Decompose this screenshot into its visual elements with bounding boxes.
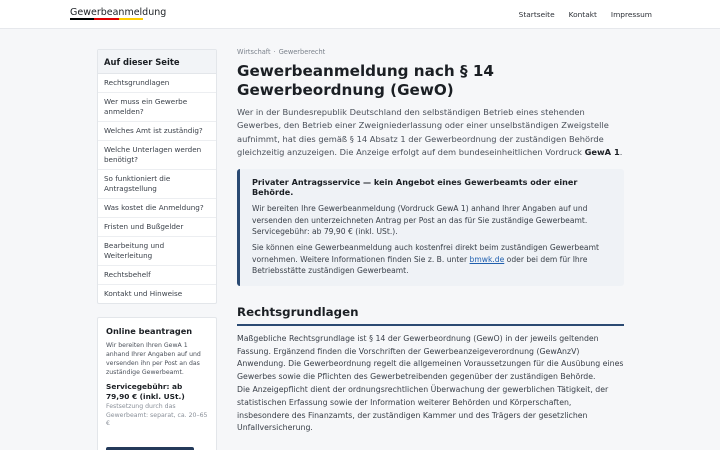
toc-item-fristen[interactable]: Fristen und Bußgelder xyxy=(98,218,216,237)
intro-text: Wer in der Bundesrepublik Deutschland den selbständigen Betrieb eines stehenden Gewerbes, den Betrieb einer Zweigniederlassung oder einer unselbständigen Zweigstelle aufnimmt, hat dies gemäß § 14 Absatz 1 der Gewerbeordnung der zuständigen Behörde gleichzeitig anzuzeigen. Die Anzeige erfolgt auf dem bundeseinheitlichen Vordruck xyxy=(237,107,609,157)
intro-end: . xyxy=(619,146,623,157)
logo-flag-stripe xyxy=(70,18,143,20)
page-title: Gewerbeanmeldung nach § 14 Gewerbeordnung (GewO) xyxy=(237,62,494,99)
toc-item-rechtsgrundlagen[interactable]: Rechtsgrundlagen xyxy=(98,74,216,93)
online-order-box xyxy=(97,317,217,450)
order-fee-note: Festsetzung durch das Gewerbeamt: separat, ca. 20–65 € xyxy=(106,403,208,428)
notice-paragraph-2 xyxy=(252,242,612,277)
table-of-contents xyxy=(97,49,217,304)
nav-link-kontakt[interactable]: Kontakt xyxy=(568,10,597,19)
flag-stripe-red xyxy=(94,18,118,20)
main-nav xyxy=(519,10,652,19)
notice-paragraph-1: Wir bereiten Ihre Gewerbeanmeldung (Vordruck GewA 1) anhand Ihrer Angaben auf und versenden den unterzeichneten Antrag per Post an das für Sie zuständige Gewerbeamt. Servicegebühr: ab 79,90 € (inkl. USt.). xyxy=(252,204,588,237)
toc-item-bearbeitung[interactable]: Bearbeitung und Weiterleitung xyxy=(98,237,216,266)
notice-text-b: oder bei dem für Ihre Betriebsstätte zuständigen Gewerbeamt. xyxy=(252,254,588,276)
order-fee: Servicegebühr: ab 79,90 € (inkl. USt.) xyxy=(106,382,185,401)
breadcrumb xyxy=(237,48,624,56)
notice-text-a: Sie können eine Gewerbeanmeldung auch kostenfrei direkt beim zuständigen Gewerbeamt vornehmen. Weitere Informationen finden Sie z. B. unter xyxy=(252,242,599,264)
intro-paragraph xyxy=(237,106,624,159)
toc-item-antragstellung[interactable]: So funktioniert die Antragstellung xyxy=(98,170,216,199)
order-description: Wir bereiten Ihren GewA 1 anhand Ihrer Angaben auf und versenden ihn per Post an das zuständige Gewerbeamt. xyxy=(106,342,201,376)
section-heading-rechtsgrundlagen: Rechtsgrundlagen xyxy=(237,305,624,326)
section-text-2: Die Anzeigepflicht dient der ordnungsrechtlichen Überwachung der gewerblichen Tätigkeit, der statistischen Erfassung sowie der Information weiterer Behörden und Körperschaften, insbesondere des Finanzamts, der zuständigen Kammer und des Trägers der gesetzlichen Unfallversicherung. xyxy=(237,384,609,433)
toc-item-kontakt[interactable]: Kontakt und Hinweise xyxy=(104,289,183,298)
nav-link-startseite[interactable]: Startseite xyxy=(518,10,555,19)
toc-item-unterlagen[interactable]: Welche Unterlagen werden benötigt? xyxy=(98,141,216,170)
section-text-1: Maßgebliche Rechtsgrundlage ist § 14 der Gewerbeordnung (GewO) in der jeweils geltenden Fassung. Ergänzend finden die Vorschriften der Gewerbeanzeigeverordnung (GewAnzV) Anwendung. Die Gewerbeordnung regelt die allgemeinen Voraussetzungen für die Ausübung eines Gewerbes sowie die Pflichten des Gewerbetreibenden gegenüber der zuständigen Behörde. xyxy=(237,333,624,382)
toc-item-kosten[interactable]: Was kostet die Anmeldung? xyxy=(98,199,216,218)
flag-stripe-gold xyxy=(119,18,143,20)
nav-link-impressum[interactable]: Impressum xyxy=(610,10,652,19)
site-logo[interactable]: Gewerbeanmeldung xyxy=(70,7,167,18)
breadcrumb-separator: · xyxy=(273,48,276,56)
toc-item-rechtsbehelf[interactable]: Rechtsbehelf xyxy=(98,266,216,285)
breadcrumb-item-gewerberecht[interactable]: Gewerberecht xyxy=(278,48,326,56)
breadcrumb-item-wirtschaft[interactable]: Wirtschaft xyxy=(237,48,271,56)
notice-title: Privater Antragsservice — kein Angebot eines Gewerbeamts oder einer Behörde. xyxy=(252,177,578,198)
intro-form-name: GewA 1 xyxy=(584,146,620,157)
main-content xyxy=(237,48,624,435)
flag-stripe-black xyxy=(70,18,94,20)
site-header xyxy=(0,0,720,29)
service-notice xyxy=(237,169,624,286)
toc-title: Auf dieser Seite xyxy=(98,50,216,74)
toc-item-wer-muss-anmelden[interactable]: Wer muss ein Gewerbe anmelden? xyxy=(98,93,216,122)
section-paragraph xyxy=(237,333,624,435)
bmwk-link[interactable]: bmwk.de xyxy=(469,254,505,264)
order-title: Online beantragen xyxy=(106,326,193,336)
toc-item-zustaendiges-amt[interactable]: Welches Amt ist zuständig? xyxy=(98,122,216,141)
